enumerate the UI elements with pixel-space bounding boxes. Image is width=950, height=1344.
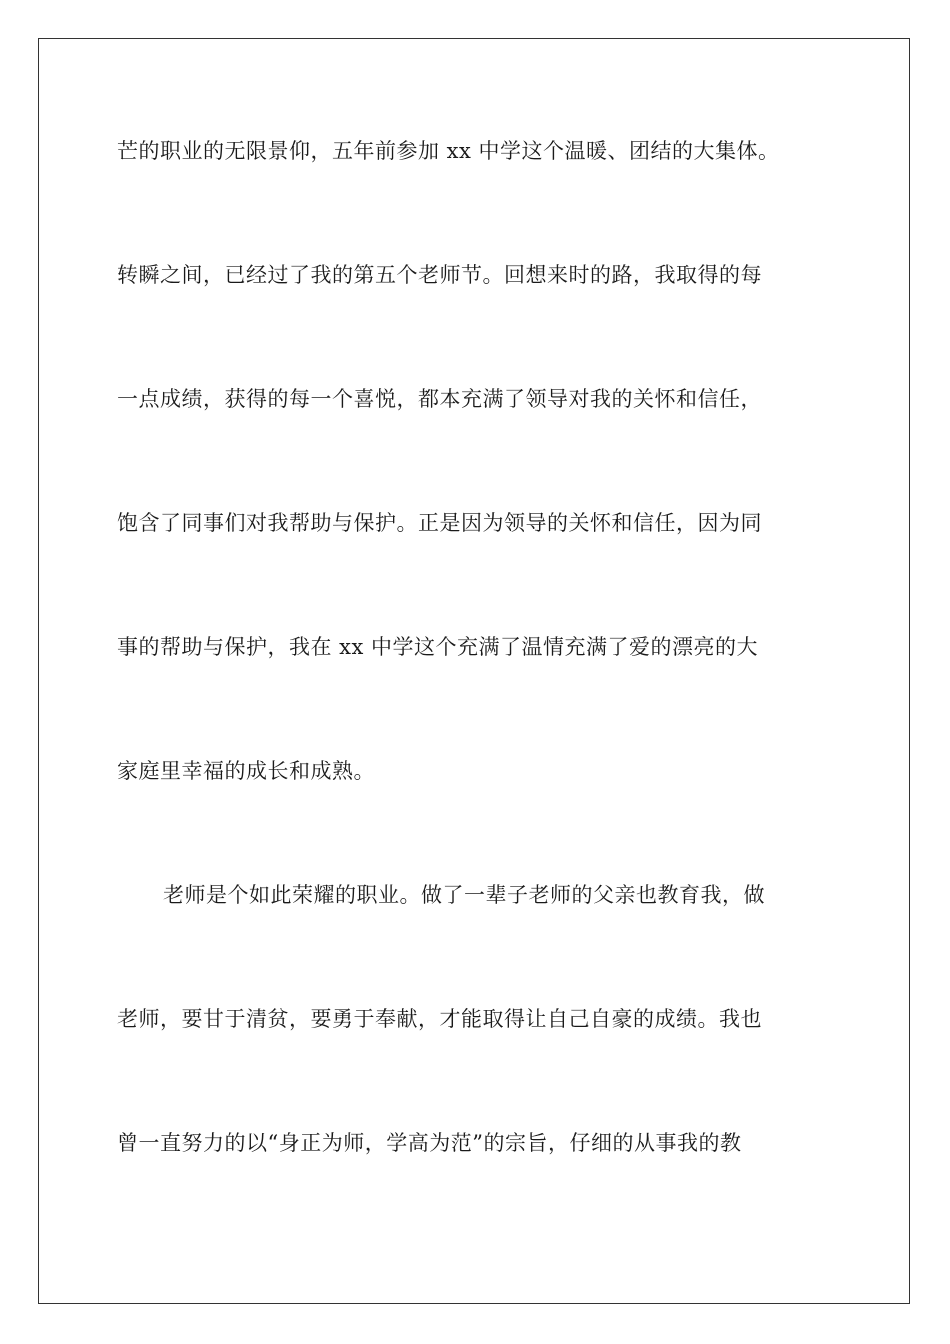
text-line: 老师，要甘于清贫，要勇于奉献，才能取得让自己自豪的成绩。我也 — [117, 1007, 762, 1031]
text-line: 饱含了同事们对我帮助与保护。正是因为领导的关怀和信任，因为同 — [117, 511, 762, 535]
text-line: 事的帮助与保护，我在 xx 中学这个充满了温情充满了爱的漂亮的大 — [117, 635, 759, 659]
text-line: 一点成绩，获得的每一个喜悦，都本充满了领导对我的关怀和信任， — [117, 387, 762, 411]
text-line: 芒的职业的无限景仰，五年前参加 xx 中学这个温暖、团结的大集体。 — [117, 139, 780, 163]
text-line: 老师是个如此荣耀的职业。做了一辈子老师的父亲也教育我，做 — [163, 883, 765, 907]
page-border — [38, 38, 910, 1304]
text-line: 家庭里幸福的成长和成熟。 — [117, 759, 375, 783]
text-line: 曾一直努力的以“身正为师，学高为范”的宗旨，仔细的从事我的教 — [117, 1131, 742, 1155]
text-line: 转瞬之间，已经过了我的第五个老师节。回想来时的路，我取得的每 — [117, 263, 762, 287]
